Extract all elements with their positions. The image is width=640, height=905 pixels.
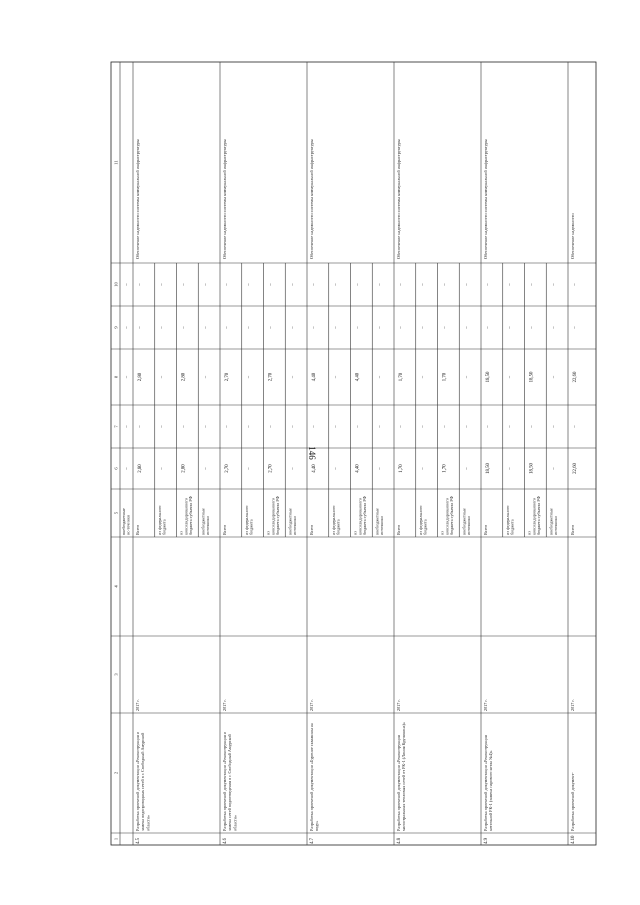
- value-cell: –: [486, 326, 491, 329]
- source-label: бюджета субъекта РФ: [275, 496, 281, 535]
- value-cell: 18,50: [486, 463, 491, 474]
- activity-name: Разработка проектной документации «Реконструкция и: [135, 732, 140, 831]
- source-label: консолидированного: [444, 497, 450, 535]
- value-cell: –: [442, 283, 448, 286]
- activity-name: области»: [232, 814, 238, 831]
- value-cell: –: [125, 375, 130, 379]
- source-label: источники: [292, 516, 298, 535]
- row-number: 4.5: [136, 838, 141, 844]
- value-cell: –: [138, 326, 143, 329]
- value-cell: –: [225, 425, 230, 428]
- result-text: Обеспечение надежности системы коммунальной инфраструктуры: [396, 139, 401, 259]
- result-text: Обеспечение надежности системы коммунальной инфраструктуры: [483, 139, 488, 259]
- value-cell: –: [225, 283, 230, 286]
- value-cell: –: [355, 425, 361, 428]
- value-cell: –: [181, 425, 187, 428]
- value-cell: –: [355, 326, 361, 329]
- source-label: внебюджетные: [461, 508, 467, 535]
- value-cell: –: [203, 467, 209, 470]
- source-label: источники: [466, 516, 472, 535]
- source-label: из: [352, 531, 358, 535]
- value-cell: –: [377, 375, 383, 379]
- value-cell: –: [246, 467, 252, 470]
- source-label: бюджета субъекта РФ: [449, 496, 455, 535]
- value-cell: 18,50: [529, 371, 535, 383]
- value-cell: –: [138, 425, 143, 428]
- activity-name: Разработка проектной документации «Реконструкция: [396, 735, 401, 831]
- value-cell: –: [507, 283, 513, 286]
- activity-name: магистральных тепловых сетей от РК-1 (Линия Кручинина)»: [401, 722, 407, 831]
- source-label: из федерального: [156, 505, 162, 535]
- value-cell: –: [486, 425, 491, 428]
- value-cell: –: [420, 326, 426, 329]
- value-cell: 2,80: [138, 464, 143, 473]
- value-cell: –: [551, 425, 557, 428]
- row-number: 4.7: [310, 838, 315, 844]
- value-cell: –: [312, 283, 317, 286]
- value-cell: –: [486, 283, 491, 286]
- value-cell: –: [159, 467, 165, 470]
- value-cell: –: [203, 425, 209, 428]
- value-cell: –: [464, 467, 470, 470]
- source-label: внебюджетные: [374, 508, 380, 535]
- source-label: консолидированного: [183, 497, 189, 535]
- row-number: 4.8: [397, 838, 402, 844]
- value-cell: –: [420, 375, 426, 379]
- value-cell: –: [312, 326, 317, 329]
- value-cell: –: [333, 375, 339, 379]
- result-text: Обеспечение надежности системы коммунальной инфраструктуры: [222, 139, 227, 259]
- source-label: из федерального: [330, 505, 336, 535]
- value-cell: –: [290, 375, 296, 379]
- year: 2017 г.: [483, 699, 488, 711]
- column-number-4: 4: [113, 585, 119, 588]
- source-label: бюджета: [509, 519, 515, 535]
- value-cell: –: [377, 326, 383, 329]
- value-cell: –: [181, 326, 187, 329]
- table-border: [111, 62, 596, 845]
- source-label: источники: [205, 516, 211, 535]
- value-cell: –: [246, 425, 252, 428]
- value-cell: –: [333, 467, 339, 470]
- value-cell: 2,80: [181, 372, 187, 382]
- value-cell: –: [551, 375, 557, 379]
- value-cell: 1,70: [399, 372, 404, 382]
- year: 2017 г.: [396, 699, 401, 711]
- column-number-3: 3: [113, 673, 119, 676]
- value-cell: –: [573, 283, 578, 286]
- value-cell: –: [420, 425, 426, 428]
- column-number-10: 10: [113, 282, 119, 287]
- value-cell: –: [333, 326, 339, 329]
- value-cell: –: [290, 283, 296, 286]
- value-cell: –: [333, 425, 339, 428]
- value-cell: –: [573, 425, 578, 428]
- source-label: из: [526, 531, 532, 535]
- value-cell: –: [268, 326, 274, 329]
- page-number: 146: [307, 446, 317, 460]
- value-cell: –: [377, 425, 383, 428]
- value-cell: –: [399, 326, 404, 329]
- year: 2017 г.: [222, 699, 227, 711]
- row-number: 4.10: [571, 835, 576, 844]
- source-label: источники: [379, 516, 385, 535]
- value-cell: –: [464, 425, 470, 428]
- value-cell: –: [420, 283, 426, 286]
- value-cell: –: [464, 283, 470, 286]
- source-label: ис-точники: [125, 514, 131, 535]
- source-label: бюджета: [422, 519, 428, 535]
- column-number-6: 6: [113, 467, 119, 470]
- value-cell: –: [529, 326, 535, 329]
- value-cell: –: [355, 283, 361, 286]
- source-label: внебюджетные: [200, 508, 206, 535]
- value-cell: –: [290, 425, 296, 428]
- value-cell: –: [551, 283, 557, 286]
- value-cell: 4,40: [355, 372, 361, 382]
- row-number: 4.9: [484, 838, 489, 844]
- value-cell: –: [551, 467, 557, 470]
- source-label: Всего: [396, 524, 401, 535]
- value-cell: –: [181, 283, 187, 286]
- source-label: из: [178, 531, 184, 535]
- value-cell: –: [203, 326, 209, 329]
- source-label: консолидированного: [357, 497, 363, 535]
- value-cell: –: [159, 425, 165, 428]
- source-label: внебюджетные: [121, 508, 126, 535]
- column-number-5: 5: [113, 511, 119, 515]
- value-cell: 2,70: [225, 372, 230, 382]
- rotated-table: [111, 62, 596, 845]
- source-label: Всего: [309, 524, 314, 535]
- value-cell: –: [125, 326, 130, 329]
- activity-name: замена водопроводных сетей в г. Свободный Амурской: [140, 732, 146, 831]
- activity-name: котельной РК-1 (замена парового котла №4)»: [488, 750, 494, 831]
- value-cell: –: [399, 283, 404, 286]
- value-cell: –: [399, 425, 404, 428]
- value-cell: 4,40: [312, 372, 317, 382]
- value-cell: –: [268, 283, 274, 286]
- result-text: Обеспечение надежности системы коммунальной инфраструктуры: [309, 139, 314, 259]
- column-number-1: 1: [113, 837, 119, 841]
- source-label: Всего: [483, 524, 488, 535]
- source-label: бюджета субъекта РФ: [188, 496, 194, 535]
- value-cell: –: [125, 467, 130, 470]
- value-cell: 18,50: [486, 371, 491, 383]
- value-cell: –: [529, 283, 535, 286]
- value-cell: –: [507, 425, 513, 428]
- value-cell: –: [464, 375, 470, 379]
- source-label: бюджета: [248, 519, 254, 535]
- column-number-2: 2: [113, 771, 119, 775]
- value-cell: –: [507, 375, 513, 379]
- value-cell: –: [159, 375, 165, 379]
- result-text: Обеспечение надежности системы коммунальной инфраструктуры: [135, 139, 140, 259]
- year: 2017 г.: [135, 699, 140, 711]
- source-label: из: [439, 531, 445, 535]
- value-cell: –: [125, 283, 130, 286]
- source-label: Всего: [135, 524, 140, 535]
- activity-name: Разработка проектной документ-: [570, 772, 575, 831]
- source-label: бюджета субъекта РФ: [362, 496, 368, 535]
- value-cell: –: [290, 467, 296, 470]
- value-cell: –: [203, 375, 209, 379]
- column-number-7: 7: [113, 425, 119, 428]
- value-cell: –: [377, 467, 383, 470]
- value-cell: –: [246, 326, 252, 329]
- value-cell: 1,70: [442, 464, 448, 473]
- value-cell: 1,70: [442, 372, 448, 382]
- value-cell: 2,80: [138, 372, 143, 382]
- value-cell: –: [377, 283, 383, 286]
- value-cell: 22,60: [573, 371, 578, 383]
- value-cell: –: [507, 467, 513, 470]
- column-number-11: 11: [113, 160, 119, 165]
- column-number-9: 9: [113, 326, 119, 329]
- value-cell: 18,50: [529, 463, 535, 474]
- value-cell: –: [529, 425, 535, 428]
- source-label: бюджета субъекта РФ: [536, 496, 542, 535]
- value-cell: –: [507, 326, 513, 329]
- value-cell: –: [268, 425, 274, 428]
- source-label: бюджета: [335, 519, 341, 535]
- source-label: консолидированного: [270, 497, 276, 535]
- source-label: консолидированного: [531, 497, 537, 535]
- source-label: из федерального: [243, 505, 249, 535]
- activity-name: Разработка проектной документации «Реконструкция: [483, 735, 488, 831]
- source-label: внебюджетные: [287, 508, 293, 535]
- source-label: Всего: [222, 524, 227, 535]
- activity-name: Разработка проектной документации «Реконструкция и: [222, 732, 227, 831]
- activity-name: области»: [145, 814, 151, 831]
- value-cell: –: [159, 326, 165, 329]
- year: 2017 г.: [309, 699, 314, 711]
- row-number: 4.6: [223, 838, 228, 844]
- value-cell: –: [442, 326, 448, 329]
- value-cell: 2,80: [181, 464, 187, 473]
- value-cell: –: [159, 283, 165, 286]
- value-cell: –: [551, 326, 557, 329]
- source-label: бюджета: [161, 519, 167, 535]
- value-cell: –: [464, 326, 470, 329]
- value-cell: –: [203, 283, 209, 286]
- value-cell: –: [138, 283, 143, 286]
- value-cell: –: [125, 425, 130, 428]
- year: 2017 г.: [570, 699, 575, 711]
- value-cell: –: [312, 425, 317, 428]
- source-label: внебюджетные: [548, 508, 554, 535]
- value-cell: –: [442, 425, 448, 428]
- source-label: Всего: [570, 524, 575, 535]
- value-cell: –: [420, 467, 426, 470]
- activity-name: воду»: [314, 820, 320, 831]
- value-cell: 2,70: [268, 464, 274, 473]
- result-text: Обеспечение надежности: [570, 213, 575, 259]
- value-cell: –: [246, 283, 252, 286]
- value-cell: –: [333, 283, 339, 286]
- column-number-8: 8: [113, 375, 119, 379]
- value-cell: 22,60: [573, 463, 578, 474]
- value-cell: 4,40: [355, 464, 361, 473]
- value-cell: 1,70: [399, 464, 404, 473]
- value-cell: 2,70: [225, 464, 230, 473]
- source-label: из федерального: [504, 505, 510, 535]
- value-cell: –: [225, 326, 230, 329]
- value-cell: –: [290, 326, 296, 329]
- source-label: источники: [553, 516, 559, 535]
- value-cell: –: [573, 326, 578, 329]
- activity-name: Разработка проектной документации «Бурение скважины на: [309, 723, 314, 831]
- value-cell: –: [246, 375, 252, 379]
- value-cell: 2,70: [268, 372, 274, 382]
- activity-name: замена сетей водоотведения в г. Свободный Амурской: [227, 734, 233, 831]
- source-label: из: [265, 531, 271, 535]
- source-label: из федерального: [417, 505, 423, 535]
- value-cell: 4,40: [312, 464, 317, 473]
